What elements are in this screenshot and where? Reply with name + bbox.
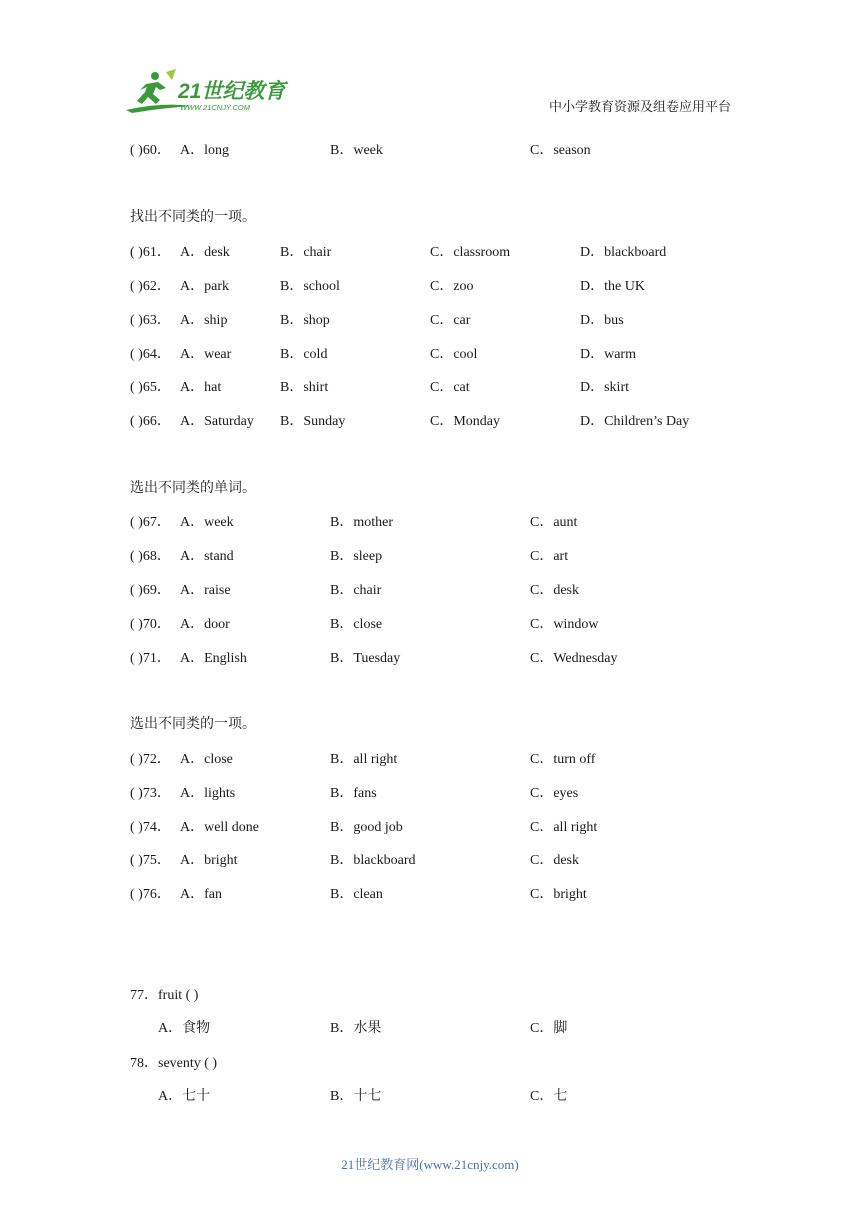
- option-b: B．chair: [330, 583, 382, 598]
- option-c: C．car: [430, 313, 471, 328]
- option-d: D．blackboard: [580, 245, 667, 260]
- option-c: C．art: [530, 549, 569, 564]
- option-b: B．mother: [330, 515, 393, 530]
- option-c: C．season: [530, 143, 591, 158]
- question-number: ( )60．: [130, 143, 171, 158]
- option-a: A．door: [180, 617, 230, 632]
- runner-logo-icon: [122, 66, 290, 116]
- question-number: ( )68．: [130, 549, 171, 564]
- option-c: C．desk: [530, 583, 579, 598]
- option-a: A．食物: [158, 1021, 211, 1036]
- option-a: A．English: [180, 651, 247, 666]
- option-b: B．sleep: [330, 549, 383, 564]
- question-number: ( )76．: [130, 887, 171, 902]
- option-a: A．close: [180, 752, 233, 767]
- question-number: ( )62．: [130, 279, 171, 294]
- option-d: D．the UK: [580, 279, 645, 294]
- option-a: A．Saturday: [180, 414, 254, 429]
- option-c: C．Wednesday: [530, 651, 618, 666]
- option-b: B．shirt: [280, 380, 329, 395]
- question-number: ( )70．: [130, 617, 171, 632]
- option-a: A．long: [180, 143, 229, 158]
- option-d: D．warm: [580, 347, 636, 362]
- option-c: C．desk: [530, 853, 579, 868]
- option-c: C．cat: [430, 380, 470, 395]
- section-heading: 找出不同类的一项。: [130, 210, 256, 225]
- option-b: B．week: [330, 143, 383, 158]
- section-heading: 选出不同类的一项。: [130, 717, 256, 732]
- svg-text:WWW.21CNJY.COM: WWW.21CNJY.COM: [180, 103, 250, 112]
- option-c: C．七: [530, 1089, 568, 1104]
- question-number: ( )73．: [130, 786, 171, 801]
- option-b: B．close: [330, 617, 383, 632]
- platform-name: 中小学教育资源及组卷应用平台: [549, 99, 732, 114]
- option-b: B．十七: [330, 1089, 382, 1104]
- option-c: C．classroom: [430, 245, 511, 260]
- option-a: A．bright: [180, 853, 238, 868]
- option-b: B．Tuesday: [330, 651, 401, 666]
- question-text: 77．fruit ( ): [130, 988, 199, 1003]
- question-number: ( )66．: [130, 414, 171, 429]
- option-b: B．all right: [330, 752, 398, 767]
- svg-text:21世纪教育: 21世纪教育: [178, 80, 286, 103]
- question-number: ( )63．: [130, 313, 171, 328]
- option-c: C．turn off: [530, 752, 596, 767]
- option-b: B．cold: [280, 347, 328, 362]
- question-number: ( )61．: [130, 245, 171, 260]
- option-c: C．zoo: [430, 279, 474, 294]
- option-b: B．chair: [280, 245, 332, 260]
- option-c: C．aunt: [530, 515, 578, 530]
- option-c: C．Monday: [430, 414, 500, 429]
- option-c: C．all right: [530, 820, 598, 835]
- option-b: B．Sunday: [280, 414, 346, 429]
- option-d: D．bus: [580, 313, 624, 328]
- question-number: ( )71．: [130, 651, 171, 666]
- option-b: B．clean: [330, 887, 383, 902]
- option-b: B．fans: [330, 786, 377, 801]
- option-c: C．eyes: [530, 786, 579, 801]
- site-logo: [122, 66, 290, 116]
- option-d: D．skirt: [580, 380, 629, 395]
- question-number: ( )65．: [130, 380, 171, 395]
- question-number: ( )74．: [130, 820, 171, 835]
- option-b: B．shop: [280, 313, 330, 328]
- option-a: A．ship: [180, 313, 228, 328]
- option-c: C．脚: [530, 1021, 568, 1036]
- option-a: A．desk: [180, 245, 230, 260]
- option-a: A．week: [180, 515, 234, 530]
- option-b: B．good job: [330, 820, 403, 835]
- question-number: ( )75．: [130, 853, 171, 868]
- option-b: B．blackboard: [330, 853, 416, 868]
- option-c: C．cool: [430, 347, 478, 362]
- option-c: C．bright: [530, 887, 587, 902]
- option-a: A．stand: [180, 549, 234, 564]
- option-a: A．raise: [180, 583, 231, 598]
- question-number: ( )69．: [130, 583, 171, 598]
- option-c: C．window: [530, 617, 599, 632]
- question-number: ( )72．: [130, 752, 171, 767]
- option-a: A．hat: [180, 380, 222, 395]
- page-footer: 21世纪教育网(www.21cnjy.com): [341, 1157, 519, 1172]
- option-a: A．七十: [158, 1089, 211, 1104]
- section-heading: 选出不同类的单词。: [130, 481, 256, 496]
- question-number: ( )64．: [130, 347, 171, 362]
- question-number: ( )67．: [130, 515, 171, 530]
- option-a: A．wear: [180, 347, 232, 362]
- option-a: A．lights: [180, 786, 236, 801]
- option-d: D．Children’s Day: [580, 414, 690, 429]
- option-a: A．park: [180, 279, 229, 294]
- option-b: B．水果: [330, 1021, 382, 1036]
- option-a: A．well done: [180, 820, 259, 835]
- question-text: 78．seventy ( ): [130, 1056, 218, 1071]
- option-b: B．school: [280, 279, 340, 294]
- option-a: A．fan: [180, 887, 222, 902]
